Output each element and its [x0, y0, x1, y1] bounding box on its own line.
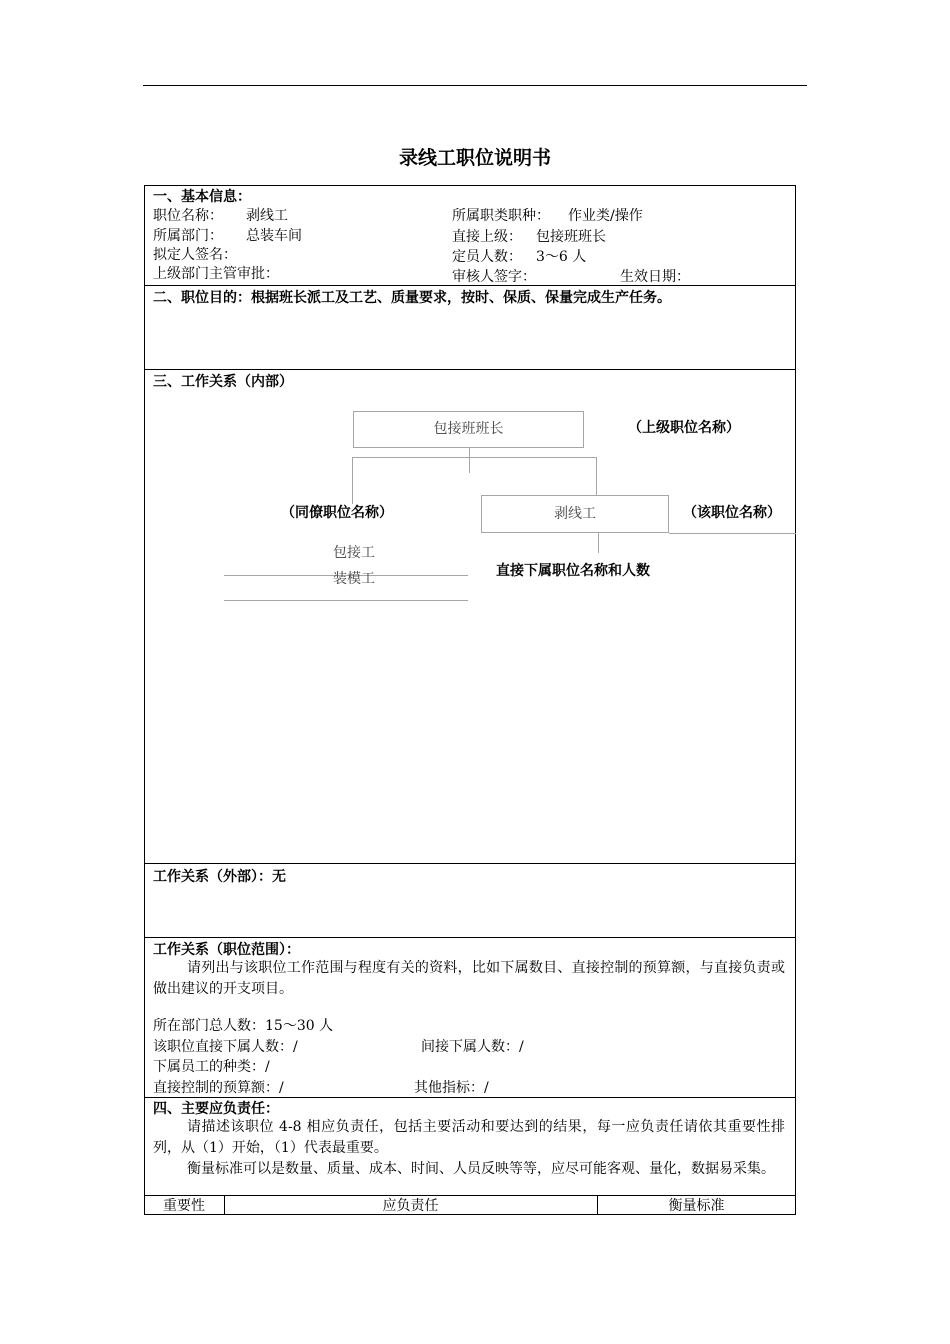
department-value: 总装车间 — [246, 228, 302, 244]
reviewer-label: 审核人签字： — [452, 269, 536, 285]
divider-1 — [144, 285, 796, 286]
self-position-tag: （该职位名称） — [683, 505, 781, 521]
document-title: 录线工职位说明书 — [398, 147, 551, 169]
supervisor-value: 包接班班长 — [536, 229, 606, 245]
supervisor-label: 直接上级： — [452, 229, 522, 245]
peer-position-tag: （同僚职位名称） — [281, 505, 393, 521]
peer-position-2: 装模工 — [333, 571, 375, 587]
position-name-label: 职位名称： — [153, 208, 223, 224]
divider-5 — [144, 1097, 796, 1098]
basic-info-heading: 一、基本信息： — [153, 189, 251, 205]
indirect-subordinates: 间接下属人数：/ — [421, 1039, 524, 1055]
approver-label: 上级部门主管审批： — [153, 266, 279, 282]
effective-date-label: 生效日期： — [620, 269, 690, 285]
internal-heading: 三、工作关系（内部） — [153, 374, 293, 390]
peer-bottom-line — [224, 600, 468, 601]
self-position-name: 剥线工 — [554, 506, 596, 522]
headcount-label: 定员人数： — [452, 249, 522, 265]
duties-para-2: 衡量标准可以是数量、质量、成本、时间、人员反映等等，应尽可能客观、量化，数据易采集。 — [187, 1161, 775, 1177]
headcount-value: 3～6 人 — [536, 249, 587, 265]
top-rule — [143, 85, 807, 86]
subordinate-types: 下属员工的种类：/ — [153, 1059, 270, 1075]
divider-4 — [144, 937, 796, 938]
divider-2 — [144, 369, 796, 370]
category-label: 所属职类职种： — [452, 208, 550, 224]
duties-heading: 四、主要应负责任： — [153, 1101, 279, 1117]
scope-heading: 工作关系（职位范围）： — [153, 942, 300, 958]
connector-left-down — [352, 457, 353, 504]
self-position-box — [481, 495, 669, 533]
peer-position-1: 包接工 — [333, 545, 375, 561]
col-header-importance: 重要性 — [163, 1198, 205, 1214]
purpose-text: 二、职位目的：根据班长派工及工艺、质量要求，按时、保质、保量完成生产任务。 — [153, 290, 671, 306]
department-label: 所属部门： — [153, 228, 223, 244]
connector-right-down — [596, 457, 597, 495]
dept-total: 所在部门总人数：15～30 人 — [153, 1018, 334, 1034]
budget: 直接控制的预算额：/ — [153, 1080, 284, 1096]
position-name-value: 剥线工 — [246, 208, 288, 224]
superior-position-name: 包接班班长 — [433, 421, 504, 437]
connector-horizontal — [352, 457, 596, 458]
superior-position-box — [353, 411, 584, 448]
direct-subordinates: 该职位直接下属人数：/ — [153, 1039, 298, 1055]
self-tag-underline — [669, 533, 796, 534]
category-value: 作业类/操作 — [568, 208, 643, 224]
col-header-measure: 衡量标准 — [668, 1198, 725, 1214]
other-metrics: 其他指标：/ — [414, 1080, 489, 1096]
superior-position-tag: （上级职位名称） — [628, 420, 740, 436]
drafter-label: 拟定人签名： — [153, 247, 237, 263]
connector-superior-down — [469, 448, 470, 473]
external-relations: 工作关系（外部）：无 — [153, 869, 286, 885]
scope-intro: 请列出与该职位工作范围与程度有关的资料，比如下属数目、直接控制的预算额，与直接负责或做出建议的开支项目。 — [153, 960, 785, 997]
connector-self-down — [598, 533, 599, 553]
duties-para-1: 请描述该职位 4-8 相应负责任，包括主要活动和要达到的结果，每一应负责任请依其重要性排列，从（1）开始，（1）代表最重要。 — [153, 1119, 785, 1156]
divider-3 — [144, 863, 796, 864]
col-header-responsibility: 应负责任 — [382, 1198, 439, 1214]
subordinate-tag: 直接下属职位名称和人数 — [496, 563, 650, 579]
